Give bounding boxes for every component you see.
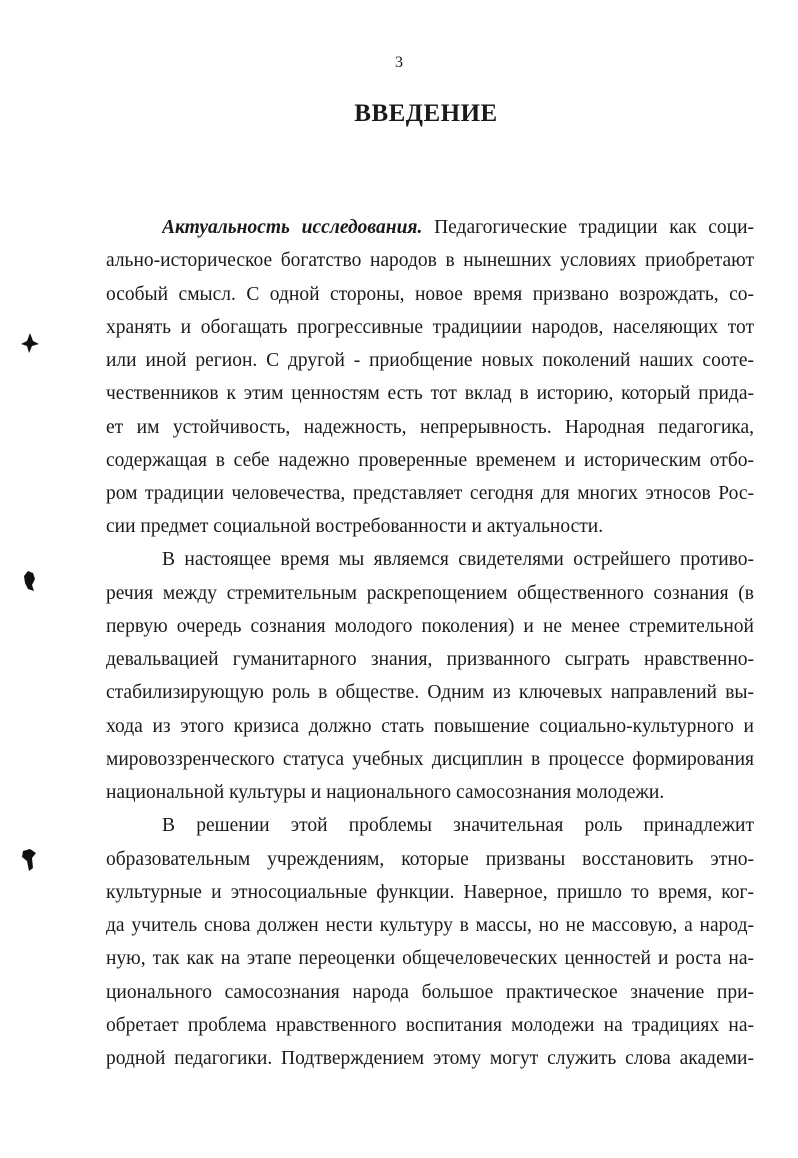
paragraph-line: да учитель снова должен нести культуру в массы, но не массовую, а народ- bbox=[106, 915, 754, 936]
paragraph-line: В решении этой проблемы значительная роль принадлежит bbox=[162, 815, 754, 836]
paragraph-line: первую очередь сознания молодого поколения) и не менее стремительной bbox=[106, 616, 754, 637]
paragraph-line: особый смысл. С одной стороны, новое время призвано возрождать, со- bbox=[106, 284, 754, 305]
paragraph-line: образовательным учреждениям, которые призваны восстановить этно- bbox=[106, 849, 754, 870]
paragraph-line: ционального самосознания народа большое практическое значение при- bbox=[106, 982, 754, 1003]
paragraph-line: обретает проблема нравственного воспитания молодежи на традициях на- bbox=[106, 1015, 754, 1036]
paragraph-line: ет им устойчивость, надежность, непрерывность. Народная педагогика, bbox=[106, 417, 754, 438]
paragraph-line: девальвацией гуманитарного знания, призванного сыграть нравственно- bbox=[106, 649, 754, 670]
paragraph-line: сии предмет социальной востребованности и актуальности. bbox=[106, 516, 604, 537]
scan-blot-mark bbox=[20, 848, 38, 872]
paragraph-line: В настоящее время мы являемся свидетелями острейшего противо- bbox=[162, 549, 754, 570]
paragraph-line: содержащая в себе надежно проверенные временем и историческим отбо- bbox=[106, 450, 754, 471]
paragraph-line: чественников к этим ценностям есть тот вклад в историю, который прида- bbox=[106, 383, 754, 404]
scan-blot-mark bbox=[20, 332, 40, 354]
paragraph-line: или иной регион. С другой - приобщение новых поколений наших сооте- bbox=[106, 350, 754, 371]
paragraph-line: стабилизирующую роль в обществе. Одним из ключевых направлений вы- bbox=[106, 682, 754, 703]
paragraph-line: ром традиции человечества, представляет сегодня для многих этносов Рос- bbox=[106, 483, 754, 504]
page-number: 3 bbox=[395, 54, 403, 71]
paragraph-line: речия между стремительным раскрепощением общественного сознания (в bbox=[106, 583, 754, 604]
paragraph-line: родной педагогики. Подтверждением этому могут служить слова академи- bbox=[106, 1048, 754, 1069]
paragraph-line bbox=[162, 214, 754, 242]
line-text: Педагогические традиции как соци- bbox=[434, 217, 754, 238]
paragraph-line: мировоззренческого статуса учебных дисциплин в процессе формирования bbox=[106, 749, 754, 770]
paragraph-line: ально-историческое богатство народов в нынешних условиях приобретают bbox=[106, 250, 754, 271]
paragraph-line: хода из этого кризиса должно стать повышение социально-культурного и bbox=[106, 716, 754, 737]
paragraph-line: хранять и обогащать прогрессивные традициии народов, населяющих тот bbox=[106, 317, 754, 338]
paragraph-line: ную, так как на этапе переоценки общечеловеческих ценностей и роста на- bbox=[106, 948, 754, 969]
section-heading: Актуальность исследования. bbox=[162, 217, 423, 238]
paragraph-line: национальной культуры и национального самосознания молодежи. bbox=[106, 782, 665, 803]
paragraph-line: культурные и этносоциальные функции. Наверное, пришло то время, ког- bbox=[106, 882, 754, 903]
page-title: ВВЕДЕНИЕ bbox=[354, 100, 498, 127]
scan-blot-mark bbox=[22, 570, 38, 592]
